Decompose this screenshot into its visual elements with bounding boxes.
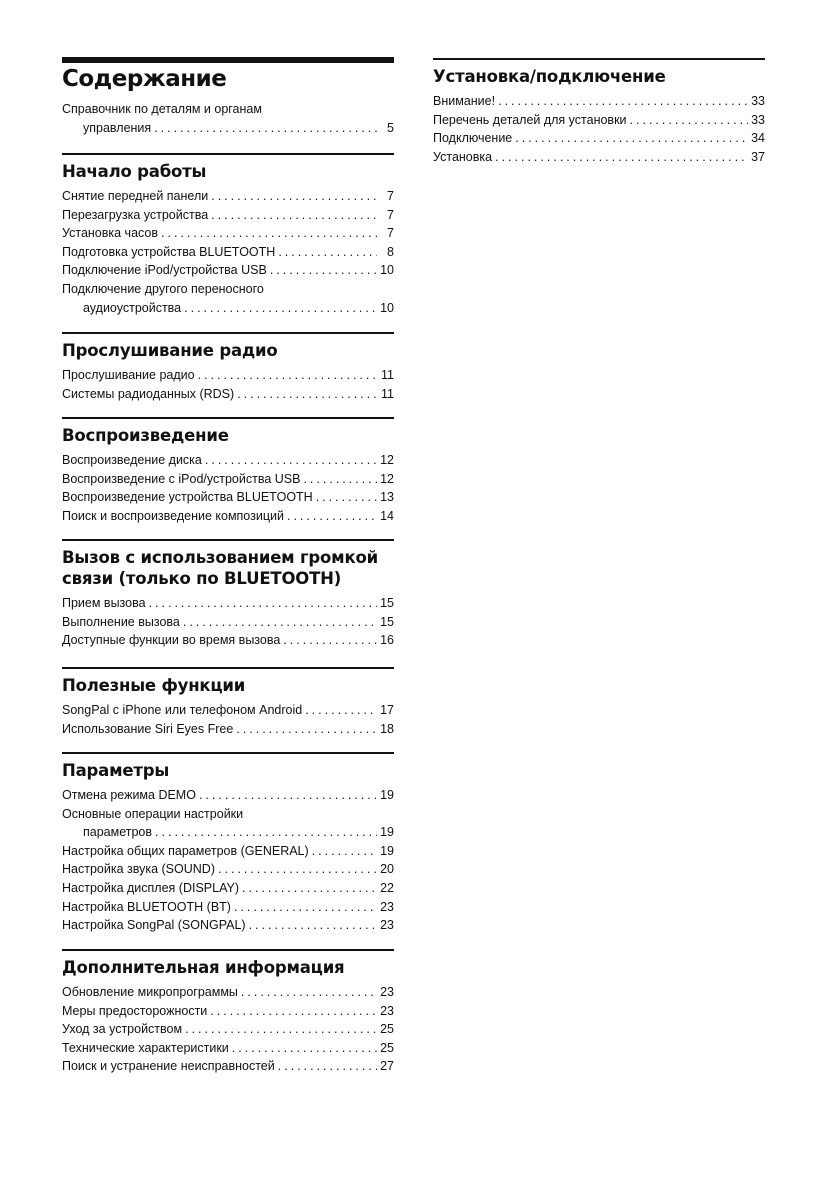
page-number: 15 xyxy=(380,614,394,629)
toc-entry[interactable] xyxy=(62,280,394,317)
section-rule xyxy=(62,667,394,669)
toc-entry[interactable] xyxy=(62,860,394,879)
dot-leader xyxy=(316,488,377,507)
section-getting-started xyxy=(62,153,394,317)
dot-leader xyxy=(498,92,748,111)
section-rule xyxy=(433,58,765,60)
section-title: Дополнительная информация xyxy=(62,958,345,977)
toc-entry[interactable] xyxy=(62,507,394,526)
toc-entry-title: Подключение iPod/устройства USB xyxy=(62,263,267,278)
toc-entry[interactable] xyxy=(62,613,394,632)
toc-entry[interactable] xyxy=(62,1020,394,1039)
section-useful xyxy=(62,667,394,738)
page-number: 25 xyxy=(380,1022,394,1037)
toc-entry-title: Подключение другого переносного xyxy=(62,281,264,296)
toc-entry-title: Настройка звука (SOUND) xyxy=(62,862,215,877)
section-rule xyxy=(62,417,394,419)
toc-entry-title: управления xyxy=(83,120,152,135)
toc-entry-title: Снятие передней панели xyxy=(62,189,209,203)
toc-entry-title: Поиск и воспроизведение композиций xyxy=(62,508,284,523)
toc-entry[interactable] xyxy=(62,879,394,898)
toc-entry-title: Прослушивание радио xyxy=(62,368,195,382)
toc-entry-title: Подготовка устройства BLUETOOTH xyxy=(62,244,276,259)
toc-entry-title: Подключение xyxy=(433,131,513,146)
toc-entry-title: Поиск и устранение неисправностей xyxy=(62,1059,275,1074)
page-number: 15 xyxy=(380,596,394,610)
page-number: 12 xyxy=(380,453,394,467)
page-number: 34 xyxy=(751,131,765,146)
dot-leader xyxy=(237,385,377,404)
toc-entry-title: SongPal с iPhone или телефоном Android xyxy=(62,703,303,717)
dot-leader xyxy=(495,148,748,167)
dot-leader xyxy=(249,916,377,935)
toc-entry-title: Настройка BLUETOOTH (BT) xyxy=(62,899,231,914)
toc-entry-title: Настройка SongPal (SONGPAL) xyxy=(62,918,246,933)
page-number: 23 xyxy=(380,985,394,999)
dot-leader xyxy=(199,786,377,805)
section-title: Начало работы xyxy=(62,162,207,181)
toc-entry[interactable] xyxy=(433,92,765,111)
page-number: 5 xyxy=(387,120,394,135)
toc-entry-title: Доступные функции во время вызова xyxy=(62,633,281,648)
page-number: 33 xyxy=(751,112,765,127)
section-rule xyxy=(62,539,394,541)
page-number: 17 xyxy=(380,703,394,717)
toc-entry[interactable] xyxy=(62,631,394,650)
toc-entry-title: Меры предосторожности xyxy=(62,1003,208,1018)
page-number: 19 xyxy=(380,825,394,840)
page-number: 14 xyxy=(380,508,394,523)
dot-leader xyxy=(205,451,377,470)
dot-leader xyxy=(155,823,377,842)
dot-leader xyxy=(515,129,748,148)
toc-entry-title: Обновление микропрограммы xyxy=(62,985,238,999)
section-title: Прослушивание радио xyxy=(62,341,278,360)
dot-leader xyxy=(270,261,377,280)
page-number: 7 xyxy=(387,189,394,203)
dot-leader xyxy=(278,243,377,262)
toc-entry[interactable] xyxy=(62,916,394,935)
toc-entry-title: Выполнение вызова xyxy=(62,614,180,629)
dot-leader xyxy=(154,119,377,138)
toc-entry[interactable] xyxy=(62,385,394,404)
dot-leader xyxy=(278,1057,377,1076)
toc-entry[interactable] xyxy=(62,366,394,385)
page-title: Содержание xyxy=(62,66,227,92)
section-installation xyxy=(433,58,765,166)
toc-entry[interactable] xyxy=(433,111,765,130)
section-rule xyxy=(62,332,394,334)
page-number: 10 xyxy=(380,300,394,315)
dot-leader xyxy=(242,879,377,898)
page-number: 25 xyxy=(380,1040,394,1055)
page-number: 23 xyxy=(380,899,394,914)
toc-entry-title: Установка часов xyxy=(62,226,159,241)
toc-entry[interactable] xyxy=(62,594,394,613)
dot-leader xyxy=(312,842,377,861)
page-number: 19 xyxy=(380,843,394,858)
section-title: Воспроизведение xyxy=(62,426,229,445)
dot-leader xyxy=(198,366,377,385)
toc-entry[interactable] xyxy=(62,261,394,280)
toc-entry[interactable] xyxy=(62,1057,394,1076)
toc-entry[interactable] xyxy=(62,786,394,805)
page-number: 23 xyxy=(380,918,394,933)
section-radio xyxy=(62,332,394,403)
dot-leader xyxy=(241,983,377,1002)
toc-entry-title: Использование Siri Eyes Free xyxy=(62,721,234,736)
page-number: 16 xyxy=(380,633,394,648)
page-number: 12 xyxy=(380,471,394,486)
dot-leader xyxy=(236,720,377,739)
dot-leader xyxy=(305,701,377,720)
dot-leader xyxy=(211,206,377,225)
toc-entry[interactable] xyxy=(62,842,394,861)
toc-entry-title: Системы радиоданных (RDS) xyxy=(62,386,235,401)
toc-entry[interactable] xyxy=(62,488,394,507)
dot-leader xyxy=(287,507,377,526)
title-rule xyxy=(62,57,394,63)
section-rule xyxy=(62,752,394,754)
toc-entry[interactable] xyxy=(62,451,394,470)
page-number: 13 xyxy=(380,490,394,505)
toc-entry[interactable] xyxy=(62,720,394,739)
dot-leader xyxy=(210,1002,377,1021)
toc-entry[interactable] xyxy=(62,224,394,243)
page-number: 37 xyxy=(751,149,765,164)
page-number: 18 xyxy=(380,721,394,736)
toc-entry[interactable] xyxy=(62,898,394,917)
toc-entry[interactable] xyxy=(62,206,394,225)
toc-entry-title: Уход за устройством xyxy=(62,1022,183,1037)
toc-entry-title: параметров xyxy=(83,825,153,840)
toc-entry-title: Настройка общих параметров (GENERAL) xyxy=(62,843,309,858)
toc-entry-title: Справочник по деталям и органам xyxy=(62,102,262,116)
toc-entry[interactable] xyxy=(62,805,394,842)
page-number: 27 xyxy=(380,1059,394,1074)
page-number: 20 xyxy=(380,862,394,877)
page-number: 7 xyxy=(387,207,394,222)
page-number: 11 xyxy=(381,386,394,401)
page-number: 7 xyxy=(387,226,394,241)
section-settings xyxy=(62,752,394,935)
toc-entry-title: Воспроизведение устройства BLUETOOTH xyxy=(62,490,313,505)
toc-entry-title: Перечень деталей для установки xyxy=(433,112,627,127)
page-number: 22 xyxy=(380,880,394,895)
dot-leader xyxy=(211,187,377,206)
section-title: Установка/подключение xyxy=(433,67,666,86)
section-additional xyxy=(62,949,394,1076)
section-title: Вызов с использованием громкой связи (только по BLUETOOTH) xyxy=(62,548,378,588)
section-handsfree xyxy=(62,539,394,650)
section-title: Параметры xyxy=(62,761,170,780)
dot-leader xyxy=(630,111,748,130)
section-playback xyxy=(62,417,394,525)
toc-entry[interactable] xyxy=(62,983,394,1002)
page-number: 11 xyxy=(381,368,394,382)
toc-entry-title: аудиоустройства xyxy=(83,300,182,315)
toc-entry[interactable] xyxy=(62,100,394,137)
toc-entry-title: Настройка дисплея (DISPLAY) xyxy=(62,880,239,895)
toc-entry-title: Прием вызова xyxy=(62,596,146,610)
section-title: Полезные функции xyxy=(62,676,246,695)
toc-entry-title: Воспроизведение с iPod/устройства USB xyxy=(62,471,301,486)
section-rule xyxy=(62,949,394,951)
dot-leader xyxy=(218,860,377,879)
dot-leader xyxy=(234,898,377,917)
toc-entry-title: Установка xyxy=(433,149,493,164)
dot-leader xyxy=(185,1020,377,1039)
page-number: 8 xyxy=(387,244,394,259)
toc-entry[interactable] xyxy=(62,701,394,720)
dot-leader xyxy=(232,1039,377,1058)
toc-intro xyxy=(62,100,394,137)
page-number: 19 xyxy=(380,788,394,802)
toc-entry-title: Основные операции настройки xyxy=(62,806,244,821)
toc-entry[interactable] xyxy=(62,470,394,489)
toc-entry-title: Отмена режима DEMO xyxy=(62,788,196,802)
dot-leader xyxy=(149,594,377,613)
page-number: 23 xyxy=(380,1003,394,1018)
dot-leader xyxy=(303,470,377,489)
toc-entry[interactable] xyxy=(62,1039,394,1058)
section-rule xyxy=(62,153,394,155)
toc-entry-title: Перезагрузка устройства xyxy=(62,207,209,222)
dot-leader xyxy=(184,299,377,318)
page-number: 10 xyxy=(380,263,394,278)
dot-leader xyxy=(183,613,377,632)
toc-entry[interactable] xyxy=(62,243,394,262)
toc-entry[interactable] xyxy=(62,187,394,206)
dot-leader xyxy=(283,631,377,650)
dot-leader xyxy=(161,224,377,243)
toc-entry-title: Внимание! xyxy=(433,94,496,108)
toc-entry[interactable] xyxy=(433,129,765,148)
toc-entry-title: Воспроизведение диска xyxy=(62,453,202,467)
toc-entry-title: Технические характеристики xyxy=(62,1040,229,1055)
toc-entry[interactable] xyxy=(433,148,765,167)
toc-entry[interactable] xyxy=(62,1002,394,1021)
page-number: 33 xyxy=(751,94,765,108)
